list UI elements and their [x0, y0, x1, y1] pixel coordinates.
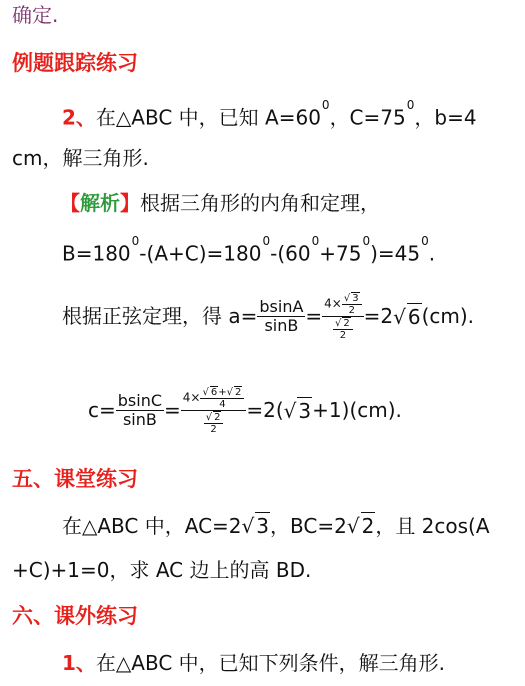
- problem2-line1: 2、在△ABC 中，已知 $A=60^0$，$C=75^0$，b=4: [62, 98, 477, 130]
- problem2-line2: cm，解三角形.: [12, 146, 149, 170]
- sine-law-a: 根据正弦定理，得 a= $\frac{bsinA}{\sin B}$ = 4× $\frac{√ 3}{2}$ $\frac{√ 2}{2}$ =2 √ 6 (cm).: [62, 292, 475, 341]
- analysis-line1: 【解析】根据三角形的内角和定理，: [60, 191, 380, 215]
- item-number: 1、: [62, 651, 96, 675]
- fraction-bsinA-sinB: $\frac{bsinA}{\sin B}$: [259, 296, 304, 335]
- sine-law-c: c= $\frac{bsinC}{\sin B}$ = 4× $\frac{√ 6+√ 2}{4}$ $\frac{√ 2}{2}$ =2( √ 3 +1)(cm).: [88, 386, 402, 435]
- section6-item1: 1、在△ABC 中，已知下列条件，解三角形.: [62, 651, 446, 675]
- section5-line1: 在△ABC 中，AC=2√ 3，BC=2√ 2，且 2cos(A: [62, 514, 490, 538]
- problem-number: 2、: [62, 105, 96, 130]
- fraction-a-value: 4× $\frac{√ 3}{2}$ $\frac{√ 2}{2}$: [322, 292, 363, 341]
- analysis-line2: $B=180^0-(A+C)=180^0-(60^0+75^0)=45^0$.: [62, 234, 436, 266]
- fraction-bsinC-sinB: $\frac{bsinC}{\sin B}$: [117, 390, 163, 429]
- example-heading: 例题跟踪练习: [12, 51, 138, 75]
- section5-heading: 五、课堂练习: [12, 467, 138, 491]
- analysis-label: 解析: [80, 191, 120, 215]
- section6-heading: 六、课外练习: [12, 604, 138, 628]
- top-fragment: 确定.: [12, 3, 59, 27]
- section5-line2: +C)+1=0，求 AC 边上的高 BD.: [12, 558, 312, 582]
- fraction-c-value: 4× $\frac{√ 6+√ 2}{4}$ $\frac{√ 2}{2}$: [181, 386, 247, 435]
